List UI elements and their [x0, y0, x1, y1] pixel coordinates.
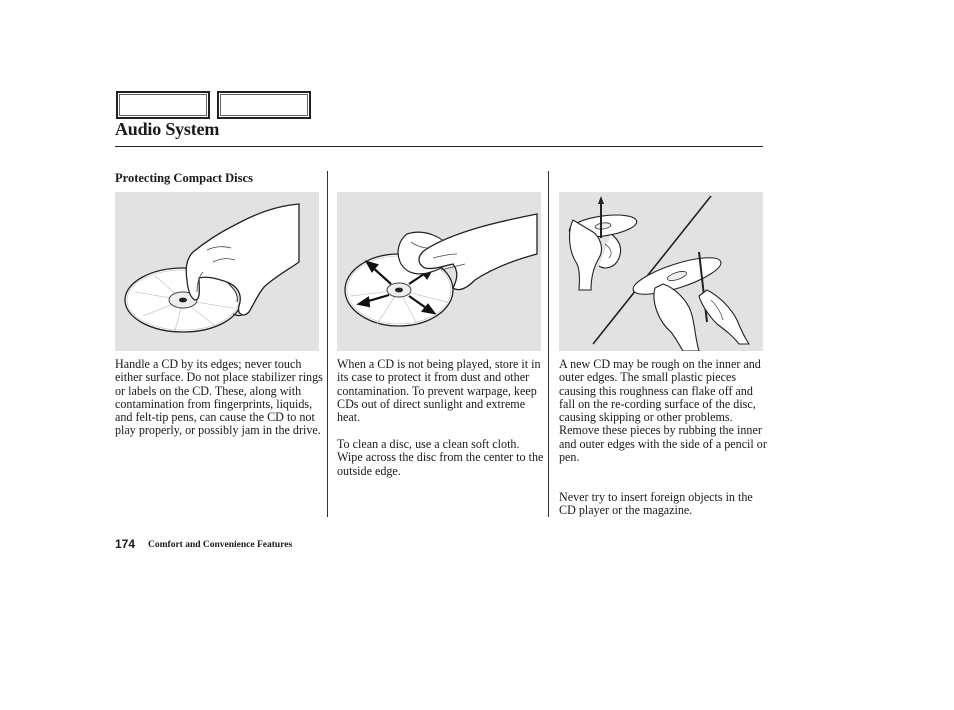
- handling-paragraph: Handle a CD by its edges; never touch either surface. Do not place stabilizer rings or labels on the CD. These, along with contamination from fingerprints, liquids, and felt-tip pens, can cause the CD to not play properly, or possibly jam in the drive.: [115, 357, 323, 438]
- nav-tab-next[interactable]: [217, 91, 311, 119]
- page-number: 174: [115, 537, 136, 551]
- cd-handling-illustration: [115, 192, 319, 351]
- foreign-objects-warning: Never try to insert foreign objects in the CD player or the magazine.: [559, 490, 753, 518]
- cleaning-paragraph: To clean a disc, use a clean soft cloth. Wipe across the disc from the center to the outside edge.: [337, 437, 544, 478]
- rough-edges-paragraph: A new CD may be rough on the inner and outer edges. The small plastic pieces causing this roughness can flake off and fall on the re-cording surface of the disc, causing skipping or other problems. Remove these pieces by rubbing the inner and outer edges with the side of a pencil or pen.: [559, 357, 767, 465]
- cd-cleaning-illustration: [337, 192, 541, 351]
- cd-edge-smoothing-illustration: [559, 192, 763, 351]
- hand-holding-cd-icon: [115, 192, 319, 351]
- footer-section-name: Comfort and Convenience Features: [148, 540, 293, 550]
- page-title: Audio System: [115, 119, 220, 139]
- storage-paragraph: When a CD is not being played, store it in its case to protect it from dust and other contamination. To prevent warpage, keep CDs out of direct sunlight and extreme heat.: [337, 357, 541, 425]
- wiping-cd-icon: [337, 192, 541, 351]
- section-subheading: Protecting Compact Discs: [115, 171, 253, 185]
- column-divider: [327, 171, 328, 517]
- column-divider: [548, 171, 549, 517]
- rubbing-cd-edges-icon: [559, 192, 763, 351]
- title-divider: [115, 146, 763, 147]
- nav-tab-previous[interactable]: [116, 91, 210, 119]
